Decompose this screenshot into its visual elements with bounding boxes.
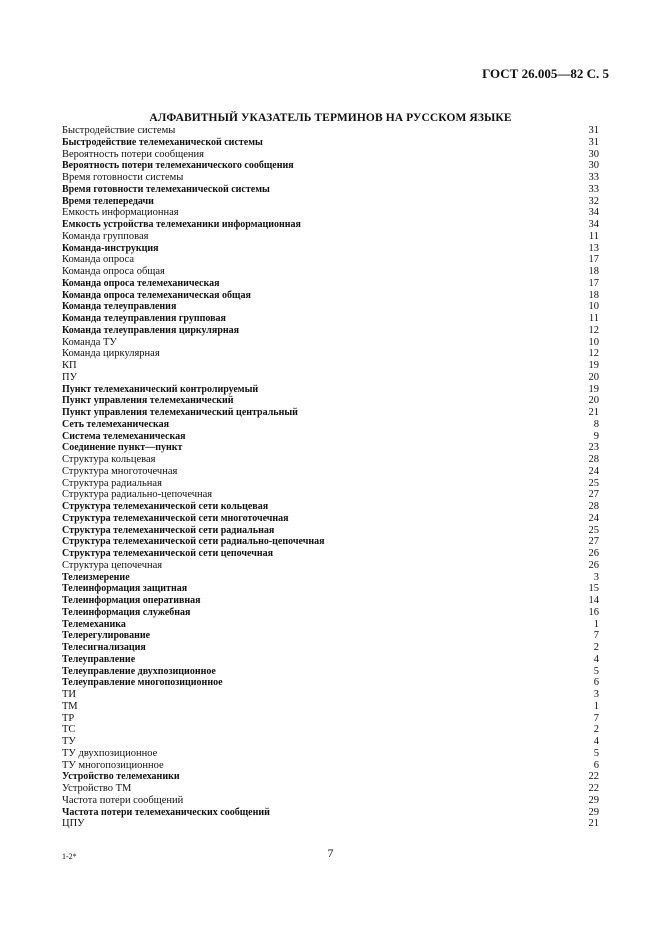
index-term: Пункт телемеханический контролируемый: [62, 383, 259, 395]
index-entry: [62, 313, 599, 325]
index-page-ref: 28: [588, 454, 599, 465]
index-entry: [62, 501, 599, 513]
index-page-ref: 11: [588, 230, 599, 242]
index-entry: [62, 266, 599, 278]
index-page-ref: 29: [588, 806, 599, 818]
index-entry: [62, 713, 599, 725]
index-entry: [62, 466, 599, 478]
index-term: Команда групповая: [62, 230, 149, 242]
index-entry: [62, 337, 599, 349]
index-page-ref: 33: [588, 172, 599, 183]
index-term: ТР: [62, 712, 75, 724]
document-header: ГОСТ 26.005—82 С. 5: [482, 66, 609, 81]
index-term: Телеинформация служебная: [62, 606, 191, 618]
index-page-ref: 21: [588, 818, 599, 830]
index-entry: [62, 642, 599, 654]
index-entry: [62, 619, 599, 631]
index-page-ref: 3: [593, 571, 599, 583]
index-entry: [62, 666, 599, 678]
index-term: Команда циркулярная: [62, 348, 160, 360]
index-page-ref: 34: [588, 207, 599, 219]
index-entry: [62, 536, 599, 548]
index-term: Структура телемеханической сети радиальная: [62, 524, 275, 536]
index-page-ref: 12: [588, 324, 599, 336]
index-term: Команда опроса: [62, 254, 135, 266]
index-term: Команда опроса телемеханическая: [62, 277, 220, 289]
index-page-ref: 26: [588, 559, 599, 571]
index-entry: [62, 137, 599, 149]
index-term: Время телепередачи: [62, 195, 154, 207]
index-page-ref: 30: [588, 160, 599, 172]
index-entry: [62, 677, 599, 689]
index-term: ТС: [62, 724, 76, 736]
index-page-ref: 7: [593, 630, 599, 642]
index-page-ref: 19: [588, 360, 599, 371]
index-term: Команда телеуправления: [62, 301, 177, 313]
index-entry: [62, 595, 599, 607]
index-page-ref: 15: [588, 583, 599, 595]
index-page-ref: 12: [588, 348, 599, 360]
index-page-ref: 27: [588, 489, 599, 501]
index-term: Пункт управления телемеханический центральный: [62, 407, 298, 418]
index-term: Частота потери сообщений: [62, 794, 184, 806]
index-entry: [62, 689, 599, 701]
index-entry: [62, 278, 599, 290]
index-page-ref: 28: [588, 501, 599, 512]
index-term: Структура цепочечная: [62, 559, 163, 571]
index-page-ref: 18: [588, 289, 599, 301]
index-term: Сеть телемеханическая: [62, 418, 169, 430]
index-term: Команда ТУ: [62, 336, 117, 348]
index-page-ref: 25: [588, 524, 599, 536]
index-entry: [62, 818, 599, 830]
index-entry: [62, 478, 599, 490]
index-term: Структура телемеханической сети цепочечная: [62, 548, 274, 559]
index-term: Телеинформация оперативная: [62, 595, 201, 606]
index-term: Телеуправление: [62, 653, 136, 665]
index-term: Структура телемеханической сети кольцевая: [62, 501, 269, 512]
index-entry: [62, 196, 599, 208]
index-entry: [62, 254, 599, 266]
index-page-ref: 30: [588, 148, 599, 160]
index-page-ref: 19: [588, 383, 599, 395]
index-entry: [62, 583, 599, 595]
index-page-ref: 1: [593, 700, 599, 712]
index-entry: [62, 701, 599, 713]
index-entry: [62, 795, 599, 807]
index-title: АЛФАВИТНЫЙ УКАЗАТЕЛЬ ТЕРМИНОВ НА РУССКОМ ЯЗЫКЕ: [149, 112, 512, 124]
index-entry: [62, 454, 599, 466]
index-entry: [62, 748, 599, 760]
index-term: Команда-инструкция: [62, 242, 159, 254]
index-term: Пункт управления телемеханический: [62, 395, 234, 407]
index-page-ref: 24: [588, 465, 599, 477]
index-page-ref: 2: [593, 642, 599, 653]
index-page-ref: 26: [588, 548, 599, 559]
index-term: ТУ двухпозиционное: [62, 747, 158, 759]
index-entry: [62, 184, 599, 196]
index-page-ref: 4: [593, 653, 599, 665]
index-term: Система телемеханическая: [62, 430, 186, 442]
index-page-ref: 11: [588, 313, 599, 324]
index-page-ref: 5: [593, 747, 599, 759]
index-term: Быстродействие телемеханической системы: [62, 136, 263, 148]
index-entry: [62, 489, 599, 501]
index-entry: [62, 560, 599, 572]
index-entry: [62, 783, 599, 795]
index-entry: [62, 301, 599, 313]
index-term: Частота потери телемеханических сообщений: [62, 806, 270, 818]
index-term: ПУ: [62, 371, 78, 383]
index-entry: [62, 607, 599, 619]
index-term: Структура радиальная: [62, 477, 162, 489]
index-term: Телеуправление двухпозиционное: [62, 665, 216, 677]
index-page-ref: 22: [588, 771, 599, 783]
index-page-ref: 3: [593, 689, 599, 700]
index-page-ref: 18: [588, 266, 599, 277]
index-entry: [62, 407, 599, 419]
index-entry: [62, 548, 599, 560]
index-term: ТИ: [62, 689, 76, 700]
index-entry: [62, 442, 599, 454]
index-page-ref: 6: [593, 759, 599, 771]
index-term: Телеизмерение: [62, 571, 130, 583]
index-term: ЦПУ: [62, 818, 85, 830]
index-term: ТУ многопозиционное: [62, 759, 164, 771]
index-page-ref: 21: [588, 407, 599, 418]
index-term: Быстродействие системы: [62, 125, 176, 136]
index-term: Команда телеуправления циркулярная: [62, 324, 240, 336]
index-term: Емкость информационная: [62, 207, 179, 219]
index-entry: [62, 149, 599, 161]
index-page-ref: 29: [588, 794, 599, 806]
index-entry: [62, 384, 599, 396]
index-term: Время готовности телемеханической системы: [62, 183, 270, 195]
index-term: Телесигнализация: [62, 642, 146, 653]
index-entry: [62, 807, 599, 819]
index-entry: [62, 207, 599, 219]
index-entry: [62, 160, 599, 172]
index-entry: [62, 219, 599, 231]
index-entry: [62, 372, 599, 384]
index-entry: [62, 348, 599, 360]
index-entry: [62, 325, 599, 337]
index-page-ref: 34: [588, 219, 599, 230]
index-entry: [62, 654, 599, 666]
index-entry: [62, 360, 599, 372]
index-entry: [62, 736, 599, 748]
print-mark: 1-2*: [62, 852, 77, 861]
index-term: Вероятность потери телемеханического сообщения: [62, 160, 294, 172]
index-page-ref: 9: [593, 430, 599, 442]
index-entry: [62, 513, 599, 525]
index-page-ref: 14: [588, 595, 599, 606]
index-page-ref: 5: [593, 665, 599, 677]
index-term: Команда опроса общая: [62, 266, 165, 277]
index-entry: [62, 231, 599, 243]
index-page-ref: 32: [588, 195, 599, 207]
index-entry: [62, 771, 599, 783]
index-page-ref: 22: [588, 783, 599, 794]
index-page-ref: 4: [593, 736, 599, 747]
index-term: Устройство ТМ: [62, 783, 132, 794]
index-page-ref: 6: [593, 677, 599, 689]
index-page-ref: 20: [588, 371, 599, 383]
index-term: Структура кольцевая: [62, 454, 156, 465]
index-page-ref: 2: [593, 724, 599, 736]
index-entry: [62, 630, 599, 642]
index-page-ref: 1: [593, 618, 599, 630]
index-term: ТМ: [62, 700, 78, 712]
index-entry: [62, 760, 599, 772]
index-entry: [62, 243, 599, 255]
index-entry: [62, 724, 599, 736]
index-term: Соединение пункт—пункт: [62, 442, 183, 454]
index-page-ref: 8: [593, 418, 599, 430]
index-term: Телеинформация защитная: [62, 583, 188, 595]
index-page-ref: 7: [593, 712, 599, 724]
index-term: Вероятность потери сообщения: [62, 148, 204, 160]
index-entry: [62, 572, 599, 584]
index-term: Устройство телемеханики: [62, 771, 180, 783]
index-entry: [62, 525, 599, 537]
index-term: Время готовности системы: [62, 172, 184, 183]
index-page-ref: 13: [588, 242, 599, 254]
index-entry: [62, 395, 599, 407]
index-term: Емкость устройства телемеханики информационная: [62, 219, 301, 230]
index-entry: [62, 125, 599, 137]
term-index: [62, 125, 599, 830]
index-term: КП: [62, 360, 77, 371]
index-term: Структура радиально-цепочечная: [62, 489, 213, 501]
index-term: Структура многоточечная: [62, 465, 178, 477]
index-term: Телеуправление многопозиционное: [62, 677, 223, 689]
index-page-ref: 31: [588, 136, 599, 148]
index-term: ТУ: [62, 736, 76, 747]
index-term: Телемеханика: [62, 618, 126, 630]
index-page-ref: 25: [588, 477, 599, 489]
index-entry: [62, 290, 599, 302]
index-page-ref: 17: [588, 277, 599, 289]
page-number: 7: [327, 846, 334, 860]
index-page-ref: 33: [588, 183, 599, 195]
index-term: Структура телемеханической сети радиально-цепочечная: [62, 536, 325, 548]
index-page-ref: 23: [588, 442, 599, 454]
index-entry: [62, 172, 599, 184]
index-page-ref: 16: [588, 606, 599, 618]
index-page-ref: 10: [588, 301, 599, 313]
index-entry: [62, 419, 599, 431]
index-term: Команда опроса телемеханическая общая: [62, 289, 251, 301]
index-page-ref: 17: [588, 254, 599, 266]
index-page-ref: 24: [588, 512, 599, 524]
index-page-ref: 31: [588, 125, 599, 136]
index-term: Телерегулирование: [62, 630, 151, 642]
index-page-ref: 27: [588, 536, 599, 548]
index-term: Структура телемеханической сети многоточечная: [62, 512, 289, 524]
index-page-ref: 20: [588, 395, 599, 407]
index-entry: [62, 431, 599, 443]
index-term: Команда телеуправления групповая: [62, 313, 226, 324]
index-page-ref: 10: [588, 336, 599, 348]
